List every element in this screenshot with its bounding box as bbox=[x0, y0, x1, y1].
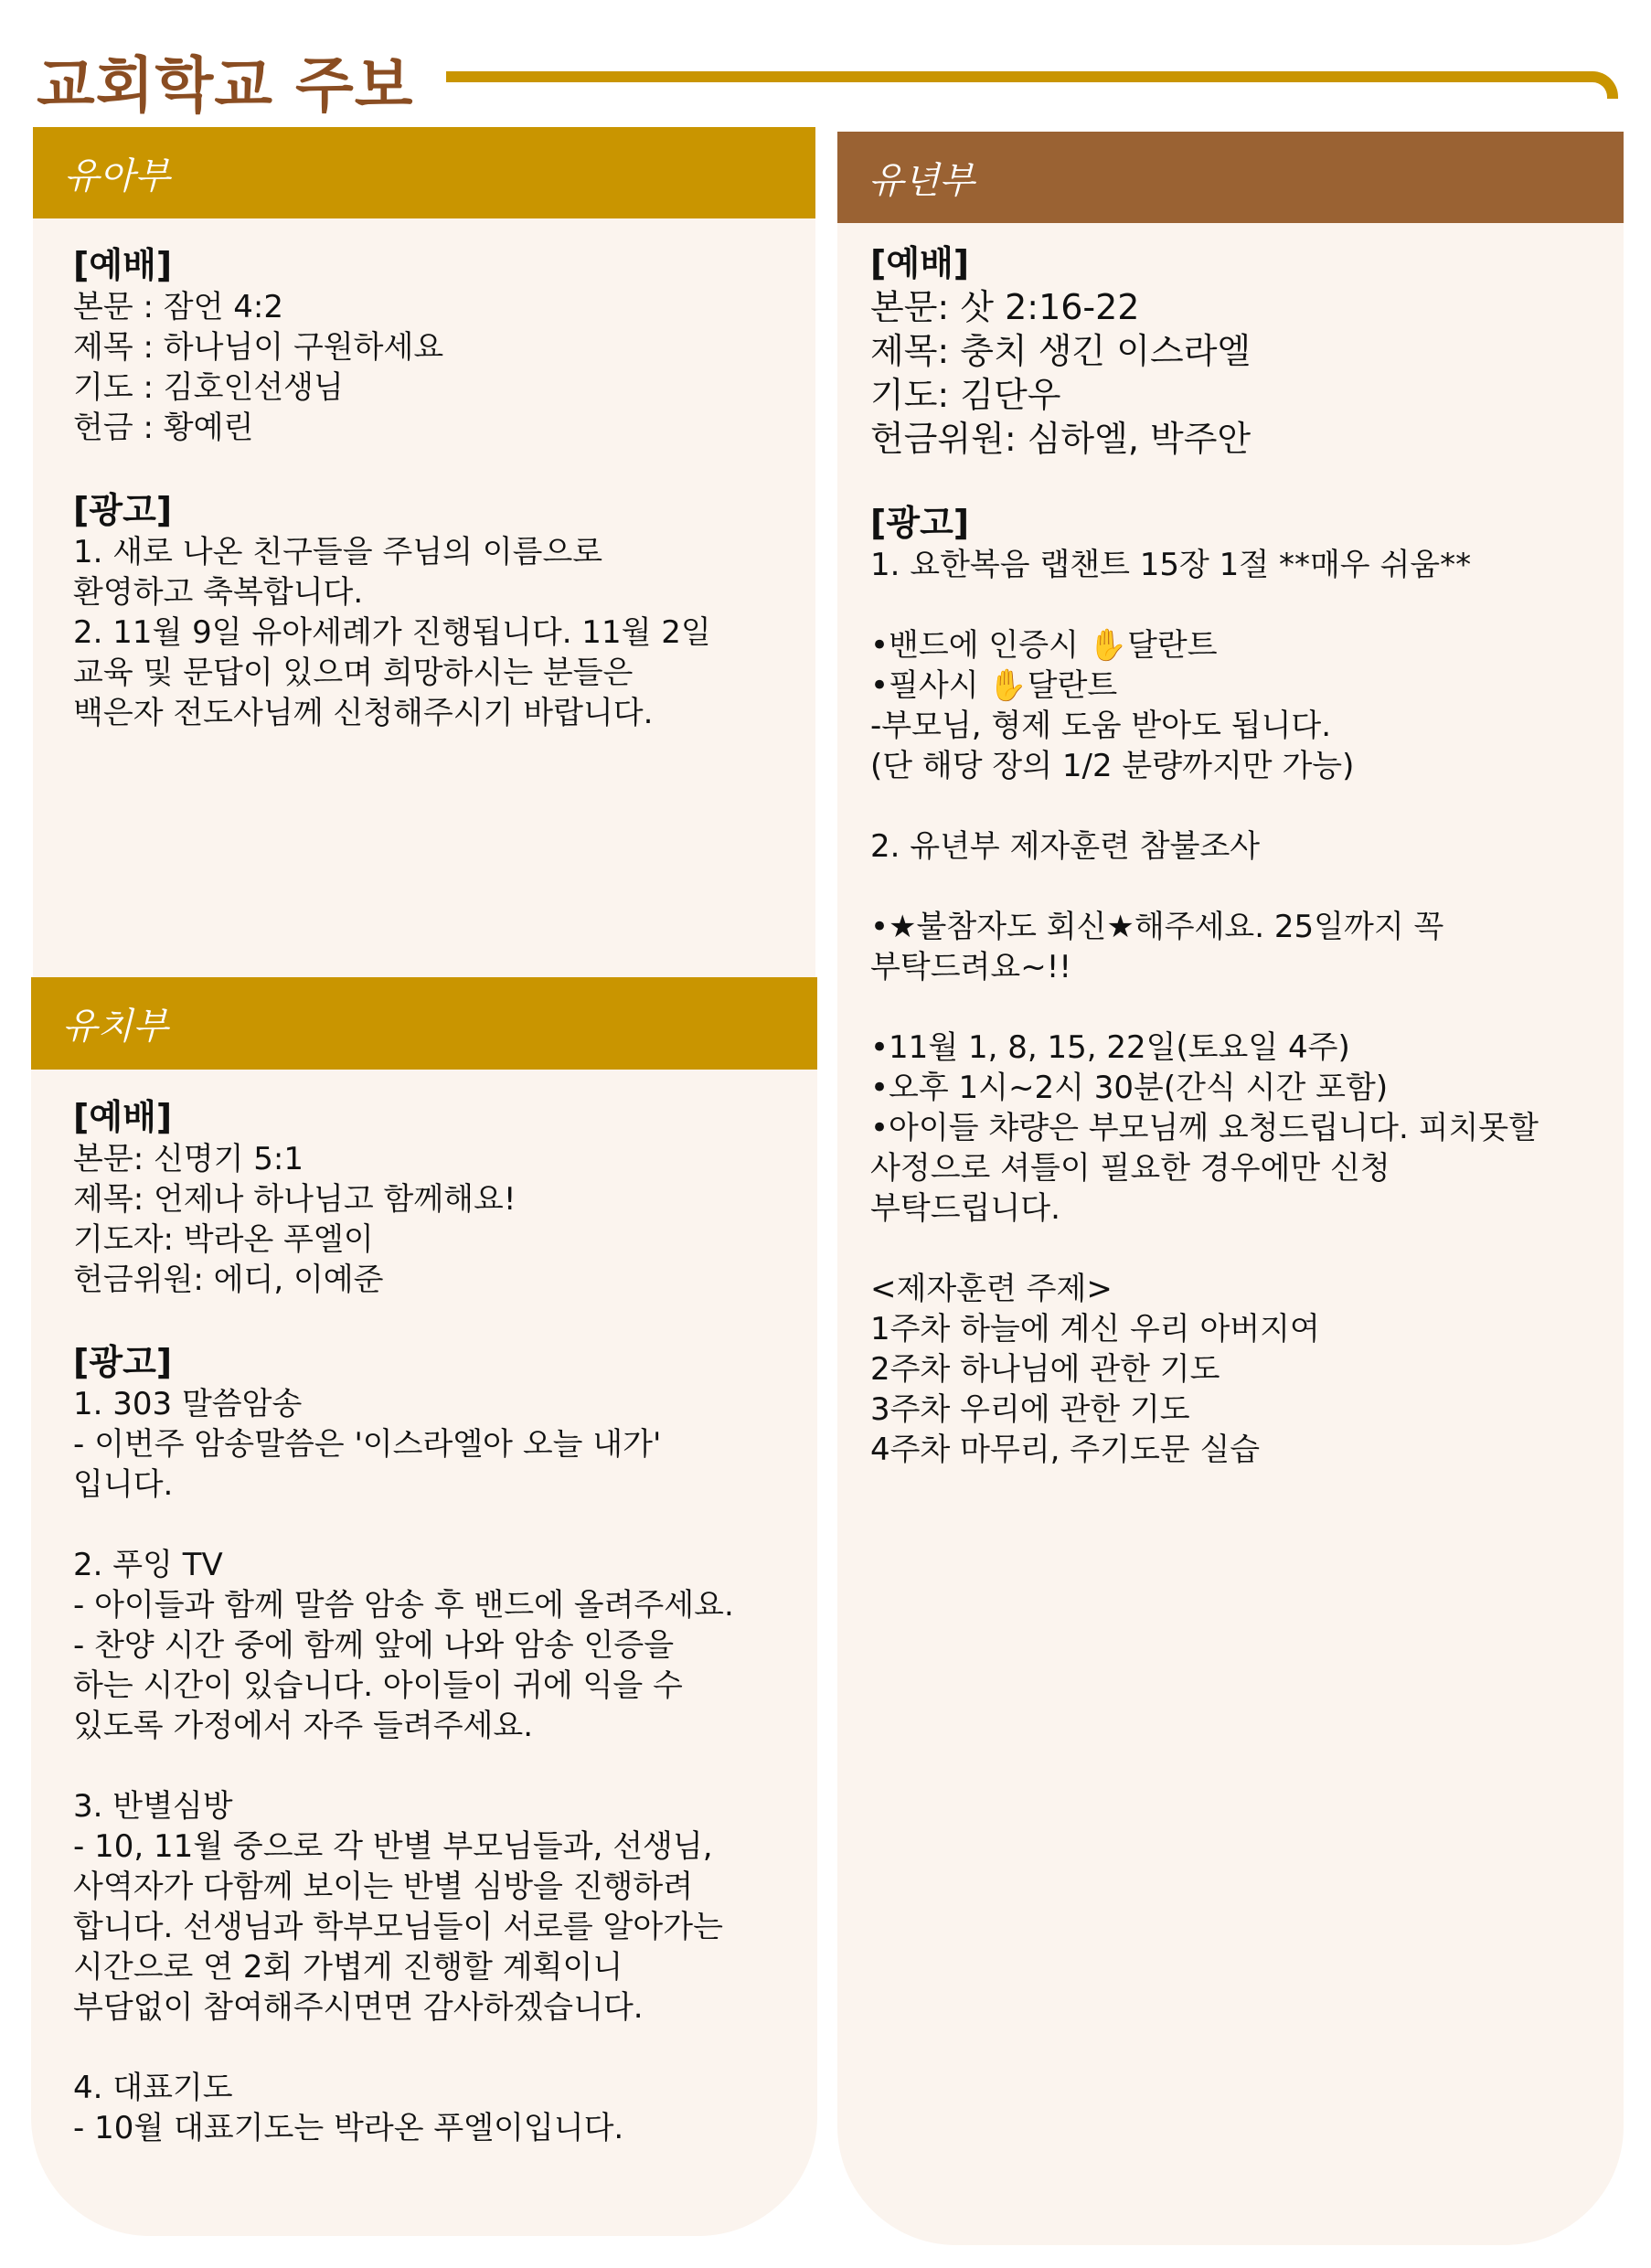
notice-heading: [광고] bbox=[73, 490, 173, 530]
worship-line: 기도자: 박라온 푸엘이 bbox=[73, 1221, 374, 1258]
notice-line: 4주차 마무리, 주기도문 실습 bbox=[870, 1432, 1261, 1468]
worship-line: 본문: 삿 2:16-22 bbox=[870, 287, 1140, 327]
notice-line: 3주차 우리에 관한 기도 bbox=[870, 1391, 1190, 1428]
notice-line: 사정으로 셔틀이 필요한 경우에만 신청 bbox=[870, 1150, 1390, 1187]
kinder-header-label: 유치부 bbox=[62, 1006, 168, 1048]
youth-header bbox=[837, 132, 1624, 223]
notice-line bbox=[870, 987, 1539, 1028]
notice-line: 입니다. bbox=[73, 1466, 174, 1503]
notice-list bbox=[73, 532, 711, 733]
notice-line: - 아이들과 함께 말씀 암송 후 밴드에 올려주세요. bbox=[73, 1587, 734, 1624]
notice-line bbox=[870, 1229, 1539, 1269]
notice-line: 부탁드립니다. bbox=[870, 1190, 1060, 1227]
infant-header-label: 유아부 bbox=[64, 154, 170, 197]
worship-line: 본문: 신명기 5:1 bbox=[73, 1141, 304, 1177]
worship-line: 기도 : 김호인선생님 bbox=[73, 369, 344, 406]
notice-line: 1. 요한복음 랩챈트 15장 1절 **매우 쉬움** bbox=[870, 547, 1472, 583]
notice-line: 2주차 하나님에 관한 기도 bbox=[870, 1351, 1220, 1388]
notice-line: 2. 푸잉 TV bbox=[73, 1547, 223, 1583]
worship-line: 제목: 언제나 하나님고 함께해요! bbox=[73, 1181, 517, 1218]
worship-heading: [예배] bbox=[73, 245, 173, 285]
notice-line: 교육 및 문답이 있으며 희망하시는 분들은 bbox=[73, 655, 634, 691]
notice-line bbox=[870, 585, 1539, 625]
notice-line: 사역자가 다함께 보이는 반별 심방을 진행하려 bbox=[73, 1869, 694, 1905]
notice-line: - 찬양 시간 중에 함께 앞에 나와 암송 인증을 bbox=[73, 1627, 675, 1664]
notice-heading: [광고] bbox=[73, 1342, 173, 1382]
page-title: 교회학교 주보 bbox=[37, 50, 414, 121]
notice-line: 4. 대표기도 bbox=[73, 2070, 233, 2106]
kinder-content bbox=[73, 1095, 734, 2148]
notice-list bbox=[73, 1384, 734, 2148]
notice-line: 하는 시간이 있습니다. 아이들이 귀에 익을 수 bbox=[73, 1667, 683, 1704]
notice-line: 부담없이 참여해주시면면 감사하겠습니다. bbox=[73, 1989, 644, 2026]
worship-heading: [예배] bbox=[870, 243, 970, 283]
youth-header-label: 유년부 bbox=[868, 159, 975, 202]
notice-line: <제자훈련 주제> bbox=[870, 1271, 1113, 1307]
notice-line: - 10, 11월 중으로 각 반별 부모님들과, 선생님, bbox=[73, 1828, 713, 1865]
worship-line: 본문 : 잠언 4:2 bbox=[73, 289, 283, 325]
notice-line: (단 해당 장의 1/2 분량까지만 가능) bbox=[870, 748, 1355, 784]
notice-line: 시간으로 연 2회 가볍게 진행할 계획이니 bbox=[73, 1949, 623, 1986]
worship-heading: [예배] bbox=[73, 1097, 173, 1137]
notice-line: 백은자 전도사님께 신청해주시기 바랍니다. bbox=[73, 695, 654, 731]
notice-line: 1. 303 말씀암송 bbox=[73, 1386, 303, 1422]
notice-line bbox=[73, 1746, 734, 1786]
notice-line: 1주차 하늘에 계신 우리 아버지여 bbox=[870, 1311, 1320, 1347]
notice-line: 3. 반별심방 bbox=[73, 1788, 233, 1825]
spacer bbox=[73, 1300, 734, 1340]
worship-line: 헌금위원: 심하엘, 박주안 bbox=[870, 419, 1252, 459]
notice-line: •아이들 챠량은 부모님께 요청드립니다. 피치못할 bbox=[870, 1110, 1539, 1146]
notice-line: -부모님, 형제 도움 받아도 됩니다. bbox=[870, 708, 1332, 744]
kinder-header bbox=[31, 977, 817, 1070]
notice-line: 합니다. 선생님과 학부모님들이 서로를 알아가는 bbox=[73, 1909, 723, 1945]
notice-line: 환영하고 축복합니다. bbox=[73, 574, 364, 611]
notice-line: 있도록 가정에서 자주 들려주세요. bbox=[73, 1708, 534, 1744]
notice-line: •11월 1, 8, 15, 22일(토요일 4주) bbox=[870, 1029, 1350, 1066]
worship-line: 기도: 김단우 bbox=[870, 375, 1061, 415]
notice-line: 2. 11월 9일 유아세례가 진행됩니다. 11월 2일 bbox=[73, 614, 711, 651]
notice-line: •★불참자도 회신★해주세요. 25일까지 꼭 bbox=[870, 909, 1444, 945]
notice-line: •오후 1시~2시 30분(간식 시간 포함) bbox=[870, 1070, 1389, 1106]
notice-line: •필사시 ✋달란트 bbox=[870, 667, 1118, 704]
notice-line: 2. 유년부 제자훈련 참불조사 bbox=[870, 828, 1261, 865]
notice-line: 1. 새로 나온 친구들을 주님의 이름으로 bbox=[73, 534, 603, 570]
notice-line bbox=[870, 786, 1539, 826]
notice-line bbox=[870, 867, 1539, 907]
spacer bbox=[870, 461, 1539, 501]
title-decoration-bar bbox=[446, 71, 1618, 99]
spacer bbox=[73, 448, 711, 488]
notice-heading: [광고] bbox=[870, 503, 970, 543]
notice-line bbox=[73, 1505, 734, 1545]
worship-line: 헌금위원: 에디, 이예준 bbox=[73, 1262, 384, 1298]
worship-line: 제목: 충치 생긴 이스라엘 bbox=[870, 331, 1252, 371]
worship-line: 제목 : 하나님이 구원하세요 bbox=[73, 329, 444, 366]
infant-header bbox=[33, 127, 815, 218]
worship-line: 헌금 : 황예린 bbox=[73, 410, 254, 446]
notice-line: 부탁드려요~!! bbox=[870, 949, 1071, 985]
youth-content bbox=[870, 241, 1539, 1470]
infant-content bbox=[73, 243, 711, 733]
notice-list bbox=[870, 545, 1539, 1470]
notice-line bbox=[73, 2028, 734, 2068]
notice-line: - 이번주 암송말씀은 '이스라엘아 오늘 내가' bbox=[73, 1426, 662, 1463]
notice-line: - 10월 대표기도는 박라온 푸엘이입니다. bbox=[73, 2110, 624, 2146]
notice-line: •밴드에 인증시 ✋달란트 bbox=[870, 627, 1218, 664]
